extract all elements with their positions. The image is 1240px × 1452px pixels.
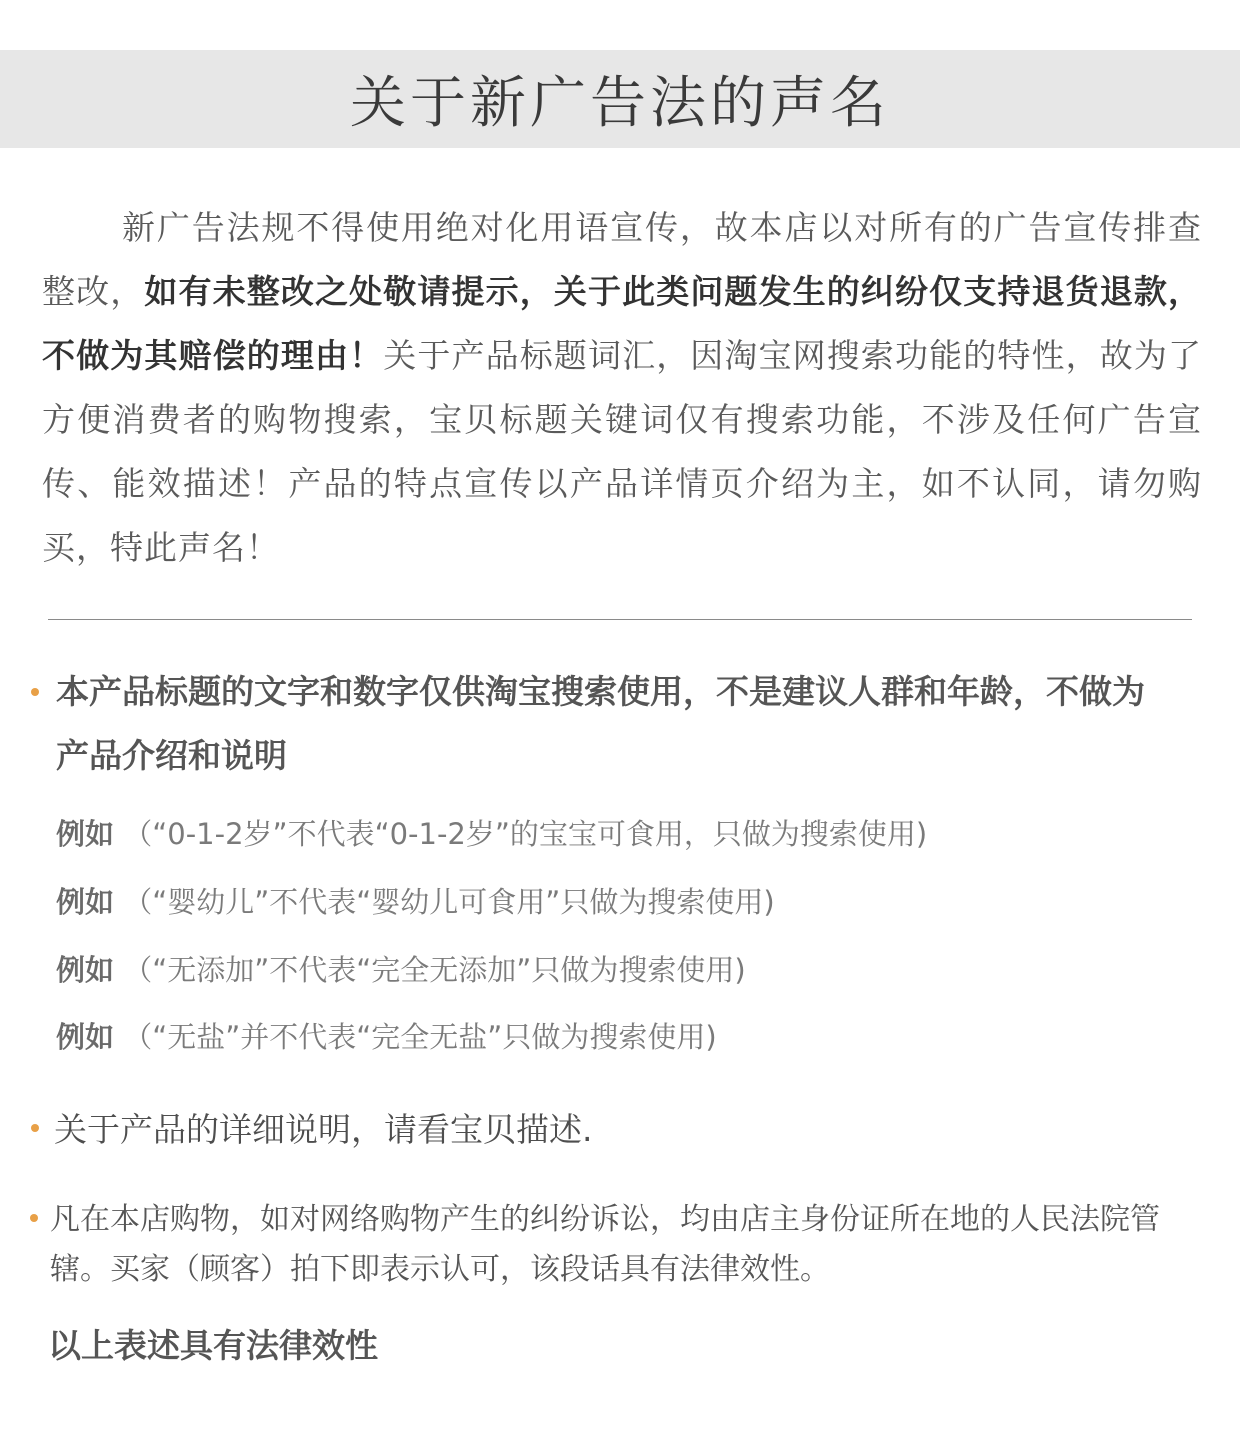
product-details-note: 关于产品的详细说明，请看宝贝描述. xyxy=(54,1110,593,1149)
intro-text-part1: 新广告法规不得使用绝对化用语宣传，故本店以对所有的广告宣传排查整改， xyxy=(42,208,1202,311)
bullet-dot-icon xyxy=(31,1124,39,1132)
example-label: 例如 xyxy=(56,885,115,919)
jurisdiction-note: 凡在本店购物，如对网络购物产生的纠纷诉讼，均由店主身份证所在地的人民法院管辖。买家（顾客）拍下即表示认可，该段话具有法律效性。 xyxy=(50,1202,1160,1287)
page-title: 关于新广告法的声名 xyxy=(350,71,890,136)
example-text: （“无添加”不代表“完全无添加”只做为搜索使用) xyxy=(123,953,746,987)
example-label: 例如 xyxy=(56,817,115,851)
example-line xyxy=(56,880,775,921)
intro-text-bold: 如有未整改之处敬请提示，关于此类问题发生的纠纷仅支持退货退款，不做为其赔偿的理由！ xyxy=(42,272,1203,375)
closing-statement: 以上表述具有法律效性 xyxy=(48,1326,378,1365)
bullet-dot-icon xyxy=(30,1214,38,1222)
example-line xyxy=(56,812,927,853)
title-bar xyxy=(0,50,1240,148)
intro-paragraph xyxy=(42,196,1202,580)
example-text: （“0-1-2岁”不代表“0-1-2岁”的宝宝可食用，只做为搜索使用) xyxy=(123,817,928,851)
search-notice-text: 本产品标题的文字和数字仅供淘宝搜索使用，不是建议人群和年龄，不做为产品介绍和说明 xyxy=(56,672,1145,775)
example-line xyxy=(56,948,746,989)
bullet-dot-icon xyxy=(31,688,39,696)
example-label: 例如 xyxy=(56,953,115,987)
example-text: （“婴幼儿”不代表“婴幼儿可食用”只做为搜索使用) xyxy=(123,885,775,919)
intro-text-part2: 关于产品标题词汇，因淘宝网搜索功能的特性，故为了方便消费者的购物搜索，宝贝标题关键词仅有搜索功能，不涉及任何广告宣传、能效描述！产品的特点宣传以产品详情页介绍为主，如不认同，请勿购买，特此声名！ xyxy=(42,336,1203,567)
example-label: 例如 xyxy=(56,1020,115,1054)
section-divider xyxy=(48,619,1192,620)
example-text: （“无盐”并不代表“完全无盐”只做为搜索使用) xyxy=(123,1020,717,1054)
example-line xyxy=(56,1015,717,1056)
